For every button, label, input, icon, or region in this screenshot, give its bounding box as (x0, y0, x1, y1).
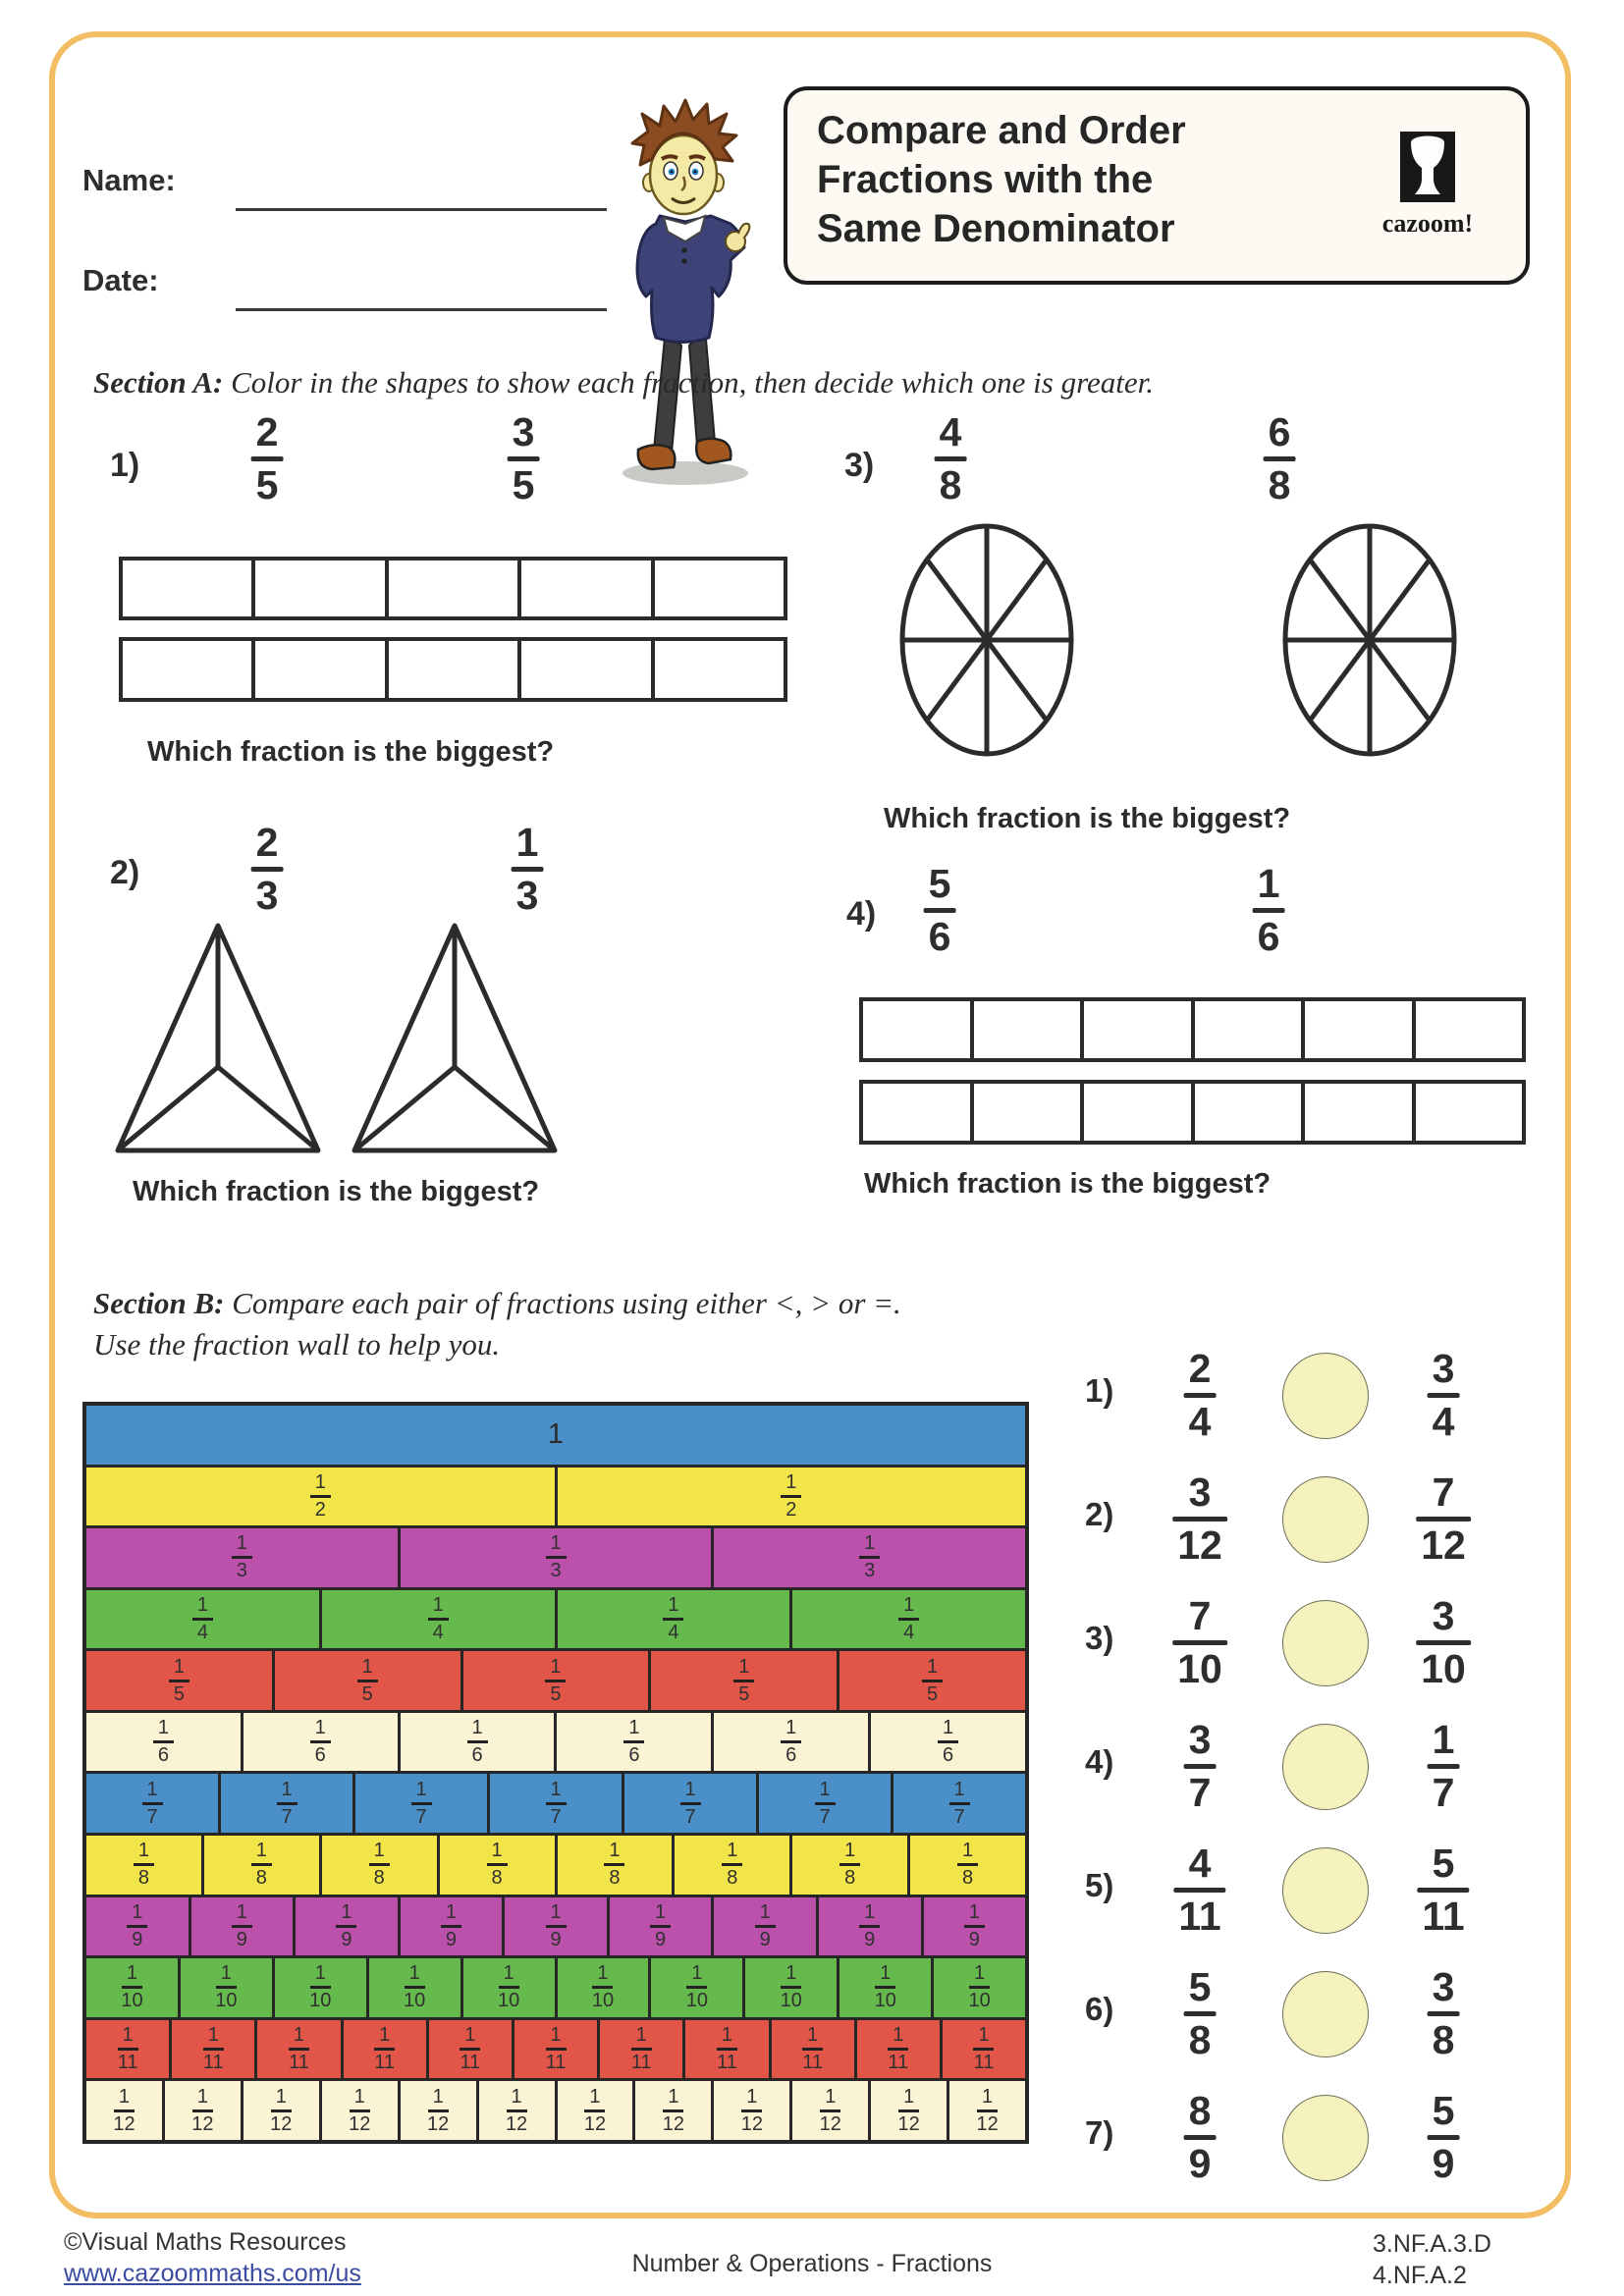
wall-cell-fraction: 1 8 (369, 1841, 390, 1889)
compare-fraction (1184, 1346, 1217, 1444)
wall-cell-fraction: 1 2 (310, 1472, 331, 1521)
title-line-2: Fractions with the (817, 158, 1154, 201)
wall-cell-fraction: 1 3 (232, 1533, 252, 1581)
denominator: 7 (1432, 1770, 1455, 1815)
numerator: 8 (1188, 2088, 1212, 2133)
wall-cell-fraction: 1 7 (680, 1780, 701, 1828)
fraction-bar-cell[interactable] (517, 561, 650, 616)
wall-cell-fraction: 1 10 (780, 1962, 802, 2012)
fraction-bar-cell[interactable] (385, 641, 517, 698)
compare-fraction (1184, 1717, 1217, 1815)
fraction-bar (935, 456, 967, 461)
compare-fraction (1172, 1593, 1227, 1691)
fraction-bar-cell[interactable] (863, 1084, 970, 1141)
fraction-bar (1184, 2135, 1217, 2140)
numerator: 2 (1188, 1346, 1212, 1391)
wall-cell-fraction: 1 12 (427, 2085, 450, 2135)
wall-cell-fraction: 1 11 (888, 2024, 909, 2074)
wall-cell-fraction: 1 9 (546, 1902, 567, 1950)
fraction-bar-cell[interactable] (970, 1084, 1081, 1141)
wall-cell-fraction: 1 10 (121, 1962, 143, 2012)
denominator: 11 (1422, 1894, 1465, 1939)
wall-cell-fraction: 1 6 (938, 1718, 958, 1766)
wall-cell-fraction: 1 10 (497, 1962, 520, 2012)
numerator: 3 (1188, 1717, 1212, 1762)
footer-topic: Number & Operations - Fractions (631, 2250, 993, 2277)
problem-a2-number: 2) (110, 854, 140, 891)
fraction-bar (1184, 2011, 1217, 2016)
answer-circle[interactable] (1282, 1476, 1369, 1563)
wall-cell-fraction: 1 11 (374, 2024, 396, 2074)
compare-problem-row (0, 2085, 1624, 2187)
wall-cell-fraction: 1 9 (650, 1902, 671, 1950)
answer-circle[interactable] (1282, 2095, 1369, 2181)
section-b-instructions-line2: Use the fraction wall to help you. (93, 1327, 501, 1362)
compare-fraction (1416, 1593, 1471, 1691)
denominator: 8 (1268, 462, 1291, 507)
wall-cell-fraction: 1 11 (717, 2024, 737, 2074)
denominator: 12 (1177, 1522, 1222, 1568)
numerator: 4 (1188, 1841, 1212, 1886)
wall-cell-fraction: 1 9 (232, 1902, 252, 1950)
problem-a4-left-fraction (924, 861, 956, 959)
fraction-bar-cell[interactable] (651, 641, 784, 698)
denominator: 5 (512, 462, 535, 507)
denominator: 8 (1188, 2017, 1212, 2062)
numerator: 3 (1432, 1964, 1455, 2009)
wall-cell-fraction: 1 5 (169, 1657, 189, 1705)
denominator: 6 (928, 914, 951, 959)
problem-a4-bar-strip-bottom (859, 1080, 1526, 1145)
wall-cell-fraction: 1 12 (505, 2085, 528, 2135)
problem-a4-number: 4) (846, 895, 877, 933)
wall-cell-fraction: 1 6 (153, 1718, 174, 1766)
problem-a1-left-fraction (251, 409, 284, 507)
numerator: 5 (1432, 1841, 1455, 1886)
denominator: 9 (1432, 2141, 1455, 2186)
denominator: 5 (255, 462, 279, 507)
fraction-bar-cell[interactable] (651, 561, 784, 616)
compare-fraction (1417, 1843, 1469, 1937)
wall-cell-fraction: 1 7 (142, 1780, 163, 1828)
compare-problem-row (0, 1962, 1624, 2063)
fraction-bar (1184, 1764, 1217, 1769)
problem-a1-right-fraction (508, 409, 540, 507)
wall-cell-fraction: 1 12 (662, 2085, 685, 2135)
problem-a4-right-fraction (1253, 861, 1285, 959)
fraction-bar (924, 908, 956, 913)
wall-cell-label: 1 (547, 1418, 565, 1451)
fraction-bar (251, 456, 284, 461)
compare-fraction (1173, 1843, 1225, 1937)
wall-cell-fraction: 1 12 (740, 2085, 763, 2135)
compare-problem-number: 1) (1085, 1372, 1114, 1409)
fraction-bar-cell[interactable] (251, 641, 384, 698)
problem-a1-bar-strip-bottom (119, 637, 787, 702)
problem-a3-circle-diagrams[interactable] (889, 520, 1468, 762)
fraction-bar-cell[interactable] (1191, 1084, 1302, 1141)
fraction-bar (508, 456, 540, 461)
wall-cell-fraction: 1 9 (859, 1902, 880, 1950)
denominator: 10 (1177, 1646, 1222, 1691)
fraction-bar-cell[interactable] (1412, 1001, 1523, 1058)
wall-cell-fraction: 1 7 (949, 1780, 970, 1828)
fraction-bar (1416, 1640, 1471, 1645)
problem-a1-number: 1) (110, 447, 140, 484)
wall-cell-fraction: 1 6 (467, 1718, 488, 1766)
wall-cell-fraction: 1 8 (839, 1841, 860, 1889)
wall-cell-fraction: 1 5 (545, 1657, 566, 1705)
compare-problem-number: 7) (1085, 2114, 1114, 2151)
section-a-heading (93, 365, 1154, 400)
fraction-bar (251, 867, 284, 872)
wall-cell-fraction: 1 10 (215, 1962, 238, 2012)
wall-cell-fraction: 1 5 (733, 1657, 754, 1705)
wall-cell-fraction: 1 4 (663, 1595, 683, 1643)
section-b-instructions: Compare each pair of fractions using either <, > or =. (224, 1286, 901, 1320)
problem-a4-question: Which fraction is the biggest? (864, 1168, 1272, 1200)
denominator: 4 (1432, 1399, 1455, 1444)
numerator: 3 (512, 409, 535, 454)
fraction-bar-cell[interactable] (123, 561, 251, 616)
numerator: 4 (939, 409, 962, 454)
numerator: 1 (1432, 1717, 1455, 1762)
wall-cell-fraction: 1 11 (202, 2024, 224, 2074)
compare-fraction (1184, 1964, 1217, 2062)
worksheet-title (817, 106, 1186, 253)
compare-fraction (1172, 1469, 1227, 1568)
wall-cell-fraction: 1 10 (591, 1962, 615, 2012)
compare-problem-number: 2) (1085, 1496, 1114, 1532)
wall-cell-fraction: 1 10 (874, 1962, 896, 2012)
wall-cell-fraction: 1 11 (802, 2024, 823, 2074)
standard-code-2: 4.NF.A.2 (1373, 2262, 1467, 2289)
wall-cell-fraction: 1 9 (336, 1902, 356, 1950)
wall-cell-fraction: 1 12 (191, 2085, 214, 2135)
denominator: 8 (1432, 2017, 1455, 2062)
title-line-3: Same Denominator (817, 207, 1175, 250)
wall-cell-fraction: 1 7 (546, 1780, 567, 1828)
wall-cell-fraction: 1 6 (781, 1718, 801, 1766)
wall-cell-fraction: 1 9 (964, 1902, 985, 1950)
standard-code-1: 3.NF.A.3.D (1373, 2230, 1491, 2258)
wall-cell-fraction: 1 8 (722, 1841, 742, 1889)
problem-a3-right-fraction (1264, 409, 1296, 507)
compare-fraction (1428, 1346, 1460, 1444)
wall-cell-fraction: 1 11 (460, 2024, 481, 2074)
cazoom-logo (1369, 132, 1487, 239)
compare-fraction (1184, 2088, 1217, 2186)
fraction-bar-cell[interactable] (1412, 1084, 1523, 1141)
compare-problem-number: 5) (1085, 1867, 1114, 1903)
fraction-bar (1428, 1393, 1460, 1398)
denominator: 12 (1421, 1522, 1466, 1568)
wall-cell-fraction: 1 10 (968, 1962, 991, 2012)
problem-a2-right-fraction (512, 820, 544, 918)
problem-a3-number: 3) (844, 447, 875, 484)
mascot-boy-illustration (595, 51, 774, 491)
wall-cell-fraction: 1 3 (546, 1533, 567, 1581)
denominator: 9 (1188, 2141, 1212, 2186)
fraction-bar (1253, 908, 1285, 913)
wall-cell-fraction: 1 11 (973, 2024, 995, 2074)
wall-cell-fraction: 1 9 (441, 1902, 461, 1950)
fraction-bar-cell[interactable] (123, 641, 251, 698)
wall-cell-fraction: 1 7 (815, 1780, 836, 1828)
compare-fraction (1428, 1964, 1460, 2062)
fraction-bar-cell[interactable] (1191, 1001, 1302, 1058)
wall-cell-fraction: 1 5 (922, 1657, 943, 1705)
wall-cell-fraction: 1 6 (623, 1718, 644, 1766)
wall-cell-fraction: 1 11 (289, 2024, 309, 2074)
compare-problem-row (0, 1842, 1624, 1940)
wall-cell-fraction: 1 12 (349, 2085, 371, 2135)
wall-cell-fraction: 1 12 (583, 2085, 607, 2135)
wall-cell-fraction: 1 11 (117, 2024, 138, 2074)
wall-cell-fraction: 1 4 (898, 1595, 919, 1643)
fraction-bar-cell[interactable] (1080, 1001, 1191, 1058)
compare-problem-row (0, 1347, 1624, 1445)
wall-cell-fraction: 1 12 (819, 2085, 841, 2135)
denominator: 8 (939, 462, 962, 507)
cazoom-drum-icon (1400, 132, 1455, 202)
fraction-bar-cell[interactable] (1080, 1084, 1191, 1141)
wall-cell-fraction: 1 7 (411, 1780, 432, 1828)
denominator: 10 (1421, 1646, 1466, 1691)
answer-circle[interactable] (1282, 1971, 1369, 2057)
numerator: 5 (1188, 1964, 1212, 2009)
problem-a3-question: Which fraction is the biggest? (884, 803, 1291, 834)
wall-cell-fraction: 1 9 (127, 1902, 147, 1950)
wall-cell-fraction: 1 12 (270, 2085, 293, 2135)
copyright-text: ©Visual Maths Resources (64, 2228, 347, 2256)
wall-cell-fraction: 1 10 (685, 1962, 709, 2012)
problem-a2-question: Which fraction is the biggest? (133, 1176, 540, 1207)
answer-circle[interactable] (1282, 1724, 1369, 1810)
wall-cell-fraction: 1 11 (545, 2024, 567, 2074)
section-b-label: Section B: (93, 1286, 225, 1320)
wall-cell-fraction: 1 9 (755, 1902, 776, 1950)
numerator: 1 (1257, 861, 1280, 906)
compare-problem-number: 3) (1085, 1620, 1114, 1656)
denominator: 6 (1257, 914, 1280, 959)
wall-cell-fraction: 1 5 (357, 1657, 378, 1705)
fraction-bar (1417, 1888, 1469, 1893)
compare-fraction (1428, 1717, 1460, 1815)
title-line-1: Compare and Order (817, 109, 1186, 152)
fraction-bar-cell[interactable] (251, 561, 384, 616)
numerator: 3 (1432, 1346, 1455, 1391)
wall-cell-fraction: 1 10 (404, 1962, 426, 2012)
fraction-bar (1428, 2011, 1460, 2016)
compare-fraction (1428, 2088, 1460, 2186)
wall-cell-fraction: 1 7 (277, 1780, 298, 1828)
numerator: 2 (255, 409, 279, 454)
fraction-bar (1173, 1888, 1225, 1893)
section-b-heading (93, 1286, 901, 1321)
fraction-bar (1416, 1517, 1471, 1522)
fraction-bar (1184, 1393, 1217, 1398)
fraction-bar (1264, 456, 1296, 461)
numerator: 1 (515, 820, 539, 865)
denominator: 3 (255, 873, 279, 918)
fraction-bar-cell[interactable] (970, 1001, 1081, 1058)
wall-cell-fraction: 1 11 (630, 2024, 652, 2074)
wall-cell-fraction: 1 6 (310, 1718, 331, 1766)
answer-circle[interactable] (1282, 1847, 1369, 1934)
fraction-bar (1428, 2135, 1460, 2140)
wall-cell-fraction: 1 8 (604, 1841, 624, 1889)
fraction-bar (512, 867, 544, 872)
section-a-instructions: Color in the shapes to show each fraction, then decide which one is greater. (223, 365, 1155, 400)
numerator: 5 (928, 861, 951, 906)
fraction-bar (1172, 1517, 1227, 1522)
wall-cell-fraction: 1 12 (976, 2085, 999, 2135)
wall-cell-fraction: 1 2 (781, 1472, 801, 1521)
denominator: 7 (1188, 1770, 1212, 1815)
problem-a1-question: Which fraction is the biggest? (147, 736, 555, 768)
numerator: 7 (1188, 1593, 1212, 1638)
denominator: 3 (515, 873, 539, 918)
problem-a2-left-fraction (251, 820, 284, 918)
wall-cell-fraction: 1 12 (113, 2085, 135, 2135)
answer-circle[interactable] (1282, 1353, 1369, 1439)
website-link[interactable]: www.cazoommaths.com/us (64, 2260, 361, 2287)
wall-cell-fraction: 1 4 (428, 1595, 449, 1643)
compare-problem-number: 4) (1085, 1743, 1114, 1780)
compare-problem-row (0, 1594, 1624, 1692)
numerator: 3 (1188, 1469, 1212, 1515)
answer-circle[interactable] (1282, 1600, 1369, 1686)
fraction-bar-cell[interactable] (517, 641, 650, 698)
numerator: 2 (255, 820, 279, 865)
wall-cell-fraction: 1 8 (251, 1841, 272, 1889)
denominator: 11 (1178, 1894, 1221, 1939)
name-input-line[interactable] (236, 208, 607, 211)
wall-cell-fraction: 1 8 (957, 1841, 978, 1889)
worksheet-title-box (784, 86, 1530, 285)
fraction-bar (1428, 1764, 1460, 1769)
compare-problem-row (0, 1718, 1624, 1816)
numerator: 7 (1432, 1469, 1455, 1515)
wall-cell-fraction: 1 12 (897, 2085, 920, 2135)
wall-cell-fraction: 1 10 (309, 1962, 332, 2012)
problem-a3-left-fraction (935, 409, 967, 507)
compare-problem-row (0, 1470, 1624, 1569)
cazoom-logo-text: cazoom! (1381, 209, 1474, 238)
wall-cell-fraction: 1 4 (192, 1595, 213, 1643)
name-label: Name: (82, 163, 176, 197)
fraction-bar-cell[interactable] (1301, 1084, 1412, 1141)
problem-a4-bar-strip-top (859, 997, 1526, 1062)
problem-a2-triangle-diagrams[interactable] (98, 918, 569, 1159)
denominator: 4 (1188, 1399, 1212, 1444)
problem-a1-bar-strip-top (119, 557, 787, 620)
compare-problem-number: 6) (1085, 1991, 1114, 2027)
date-label: Date: (82, 263, 159, 297)
fraction-bar-cell[interactable] (1301, 1001, 1412, 1058)
date-input-line[interactable] (236, 308, 607, 311)
fraction-bar (1172, 1640, 1227, 1645)
wall-cell-fraction: 1 8 (134, 1841, 154, 1889)
compare-fraction (1416, 1469, 1471, 1568)
numerator: 3 (1432, 1593, 1455, 1638)
section-a-label: Section A: (93, 365, 224, 400)
fraction-bar-cell[interactable] (863, 1001, 970, 1058)
wall-cell-fraction: 1 3 (859, 1533, 880, 1581)
numerator: 5 (1432, 2088, 1455, 2133)
wall-cell-fraction: 1 8 (487, 1841, 508, 1889)
numerator: 6 (1268, 409, 1291, 454)
fraction-bar-cell[interactable] (385, 561, 517, 616)
